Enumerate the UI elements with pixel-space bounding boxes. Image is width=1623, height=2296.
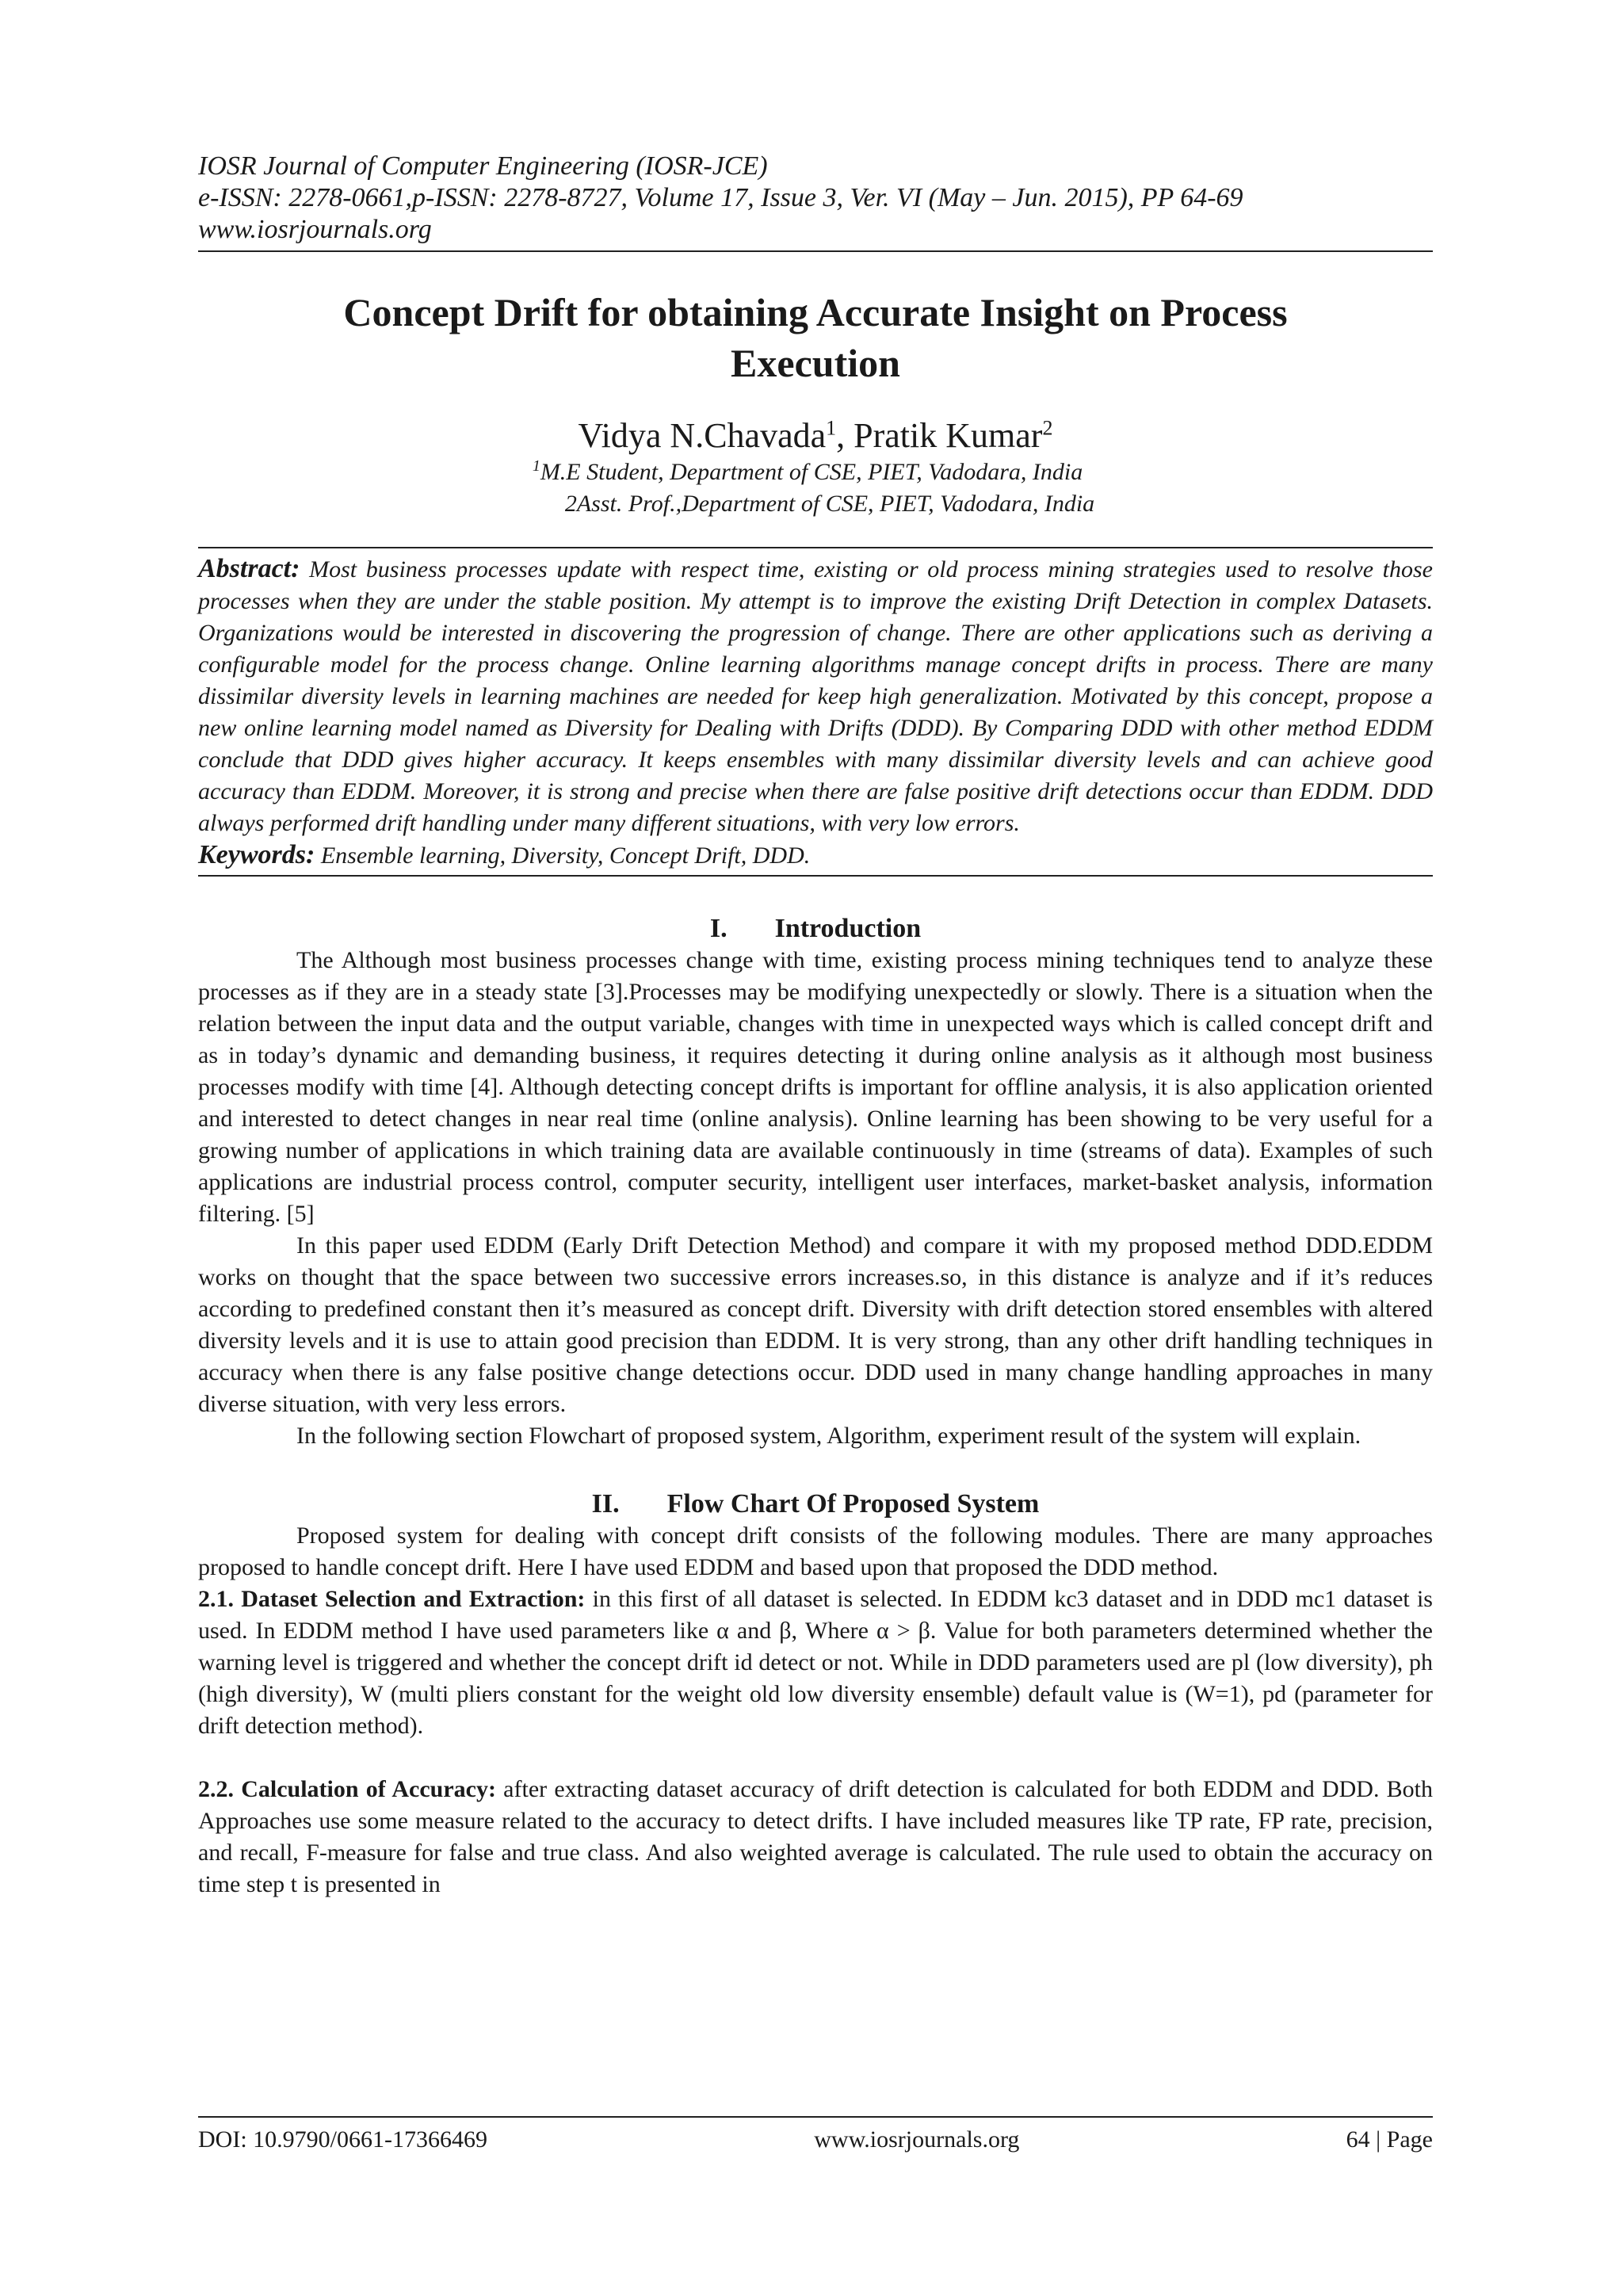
subsection-2-1-label: 2.1. Dataset Selection and Extraction:: [198, 1586, 586, 1612]
page-footer: [198, 2116, 1433, 2154]
page-content: [198, 151, 1433, 1901]
section-heading-introduction: [198, 913, 1433, 945]
author-1-name: Vidya N.Chavada: [578, 416, 827, 455]
author-separator: ,: [836, 416, 854, 455]
section-heading-flow-chart: [198, 1488, 1433, 1520]
section-2-number: II.: [591, 1489, 620, 1519]
subsection-2-1: [198, 1584, 1433, 1742]
author-2-name: Pratik Kumar: [854, 416, 1043, 455]
affiliation-2-text: 2Asst. Prof.,Department of CSE, PIET, Vadodara, India: [564, 491, 1095, 517]
journal-website: www.iosrjournals.org: [198, 215, 432, 244]
footer-website: www.iosrjournals.org: [814, 2126, 1020, 2153]
subsection-2-2-label: 2.2. Calculation of Accuracy:: [198, 1776, 496, 1802]
section-2-title: Flow Chart Of Proposed System: [666, 1489, 1040, 1519]
keywords: [198, 839, 1433, 872]
section-1-title: Introduction: [774, 914, 922, 943]
keywords-text: Ensemble learning, Diversity, Concept Drift, DDD.: [320, 842, 811, 869]
author-list: [198, 415, 1433, 457]
journal-name: IOSR Journal of Computer Engineering (IOSR-JCE): [198, 151, 768, 181]
abstract-box: [198, 547, 1433, 877]
section-1-number: I.: [709, 914, 727, 943]
title-line-2: Execution: [731, 341, 900, 385]
subsection-2-1-text: in this first of all dataset is selected. In EDDM kc3 dataset and in DDD mc1 dataset is used. In EDDM method I have used parameters like α and β, Where α > β. Value for both parameters determined whether the warning level is triggered and whether the concept drift id detect or not. While in DDD parameters used are pl (low diversity), ph (high diversity), W (multi pliers constant for the weight old low diversity ensemble) default value is (W=1), pd (parameter for drift detection method).: [198, 1586, 1433, 1739]
intro-paragraph-2: In this paper used EDDM (Early Drift Detection Method) and compare it with my proposed method DDD.EDDM works on thought that the space between two successive errors increases.so, in this distance is analyze and if it’s reduces according to predefined constant then it’s measured as concept drift. Diversity with drift detection stored ensembles with altered diversity levels and it is use to attain good precision than EDDM. It is very strong, than any other drift handling techniques in accuracy when there is any false positive change detections occur. DDD used in many change handling approaches in many diverse situation, with very less errors.: [198, 1232, 1433, 1417]
abstract-text: Most business processes update with respect time, existing or old process mining strategies used to resolve those processes when they are under the stable position. My attempt is to improve the existing Drift Detection in complex Datasets. Organizations would be interested in discovering the progression of change. There are other applications such as deriving a configurable model for the process change. Online learning algorithms manage concept drifts in process. There are many dissimilar diversity levels in learning machines are needed for keep high generalization. Motivated by this concept, propose a new online learning model named as Diversity for Dealing with Drifts (DDD). By Comparing DDD with other method EDDM conclude that DDD gives higher accuracy. It keeps ensembles with many dissimilar diversity levels and can achieve good accuracy than EDDM. Moreover, it is strong and precise when there are false positive drift detections occur than EDDM. DDD always performed drift handling under many different situations, with very low errors.: [198, 556, 1434, 836]
affiliation-1-sup: 1: [532, 457, 540, 475]
subsection-2-2: [198, 1774, 1433, 1901]
journal-header: [198, 151, 1433, 252]
intro-paragraph-3: In the following section Flowchart of proposed system, Algorithm, experiment result of the system will explain.: [296, 1423, 1361, 1449]
footer-page-number: 64 | Page: [1346, 2126, 1433, 2153]
footer-doi: DOI: 10.9790/0661-17366469: [198, 2126, 487, 2153]
abstract-label: Abstract:: [198, 554, 300, 583]
author-1-sup: 1: [826, 416, 837, 440]
issn-line: e-ISSN: 2278-0661,p-ISSN: 2278-8727, Volume 17, Issue 3, Ver. VI (May – Jun. 2015), PP 64-69: [198, 183, 1243, 212]
affiliation-2: [198, 488, 1433, 520]
flow-paragraph-1: Proposed system for dealing with concept drift consists of the following modules. There are many approaches proposed to handle concept drift. Here I have used EDDM and based upon that proposed the DDD method.: [198, 1522, 1433, 1580]
paper-title: [198, 287, 1433, 388]
keywords-label: Keywords:: [198, 840, 315, 869]
subsection-2-2-text: after extracting dataset accuracy of drift detection is calculated for both EDDM and DDD. Both Approaches use some measure related to the accuracy to detect drifts. I have included measures like TP rate, FP rate, precision, and recall, F-measure for false and true class. And also weighted average is calculated. The rule used to obtain the accuracy on time step t is presented in: [198, 1776, 1434, 1897]
affiliation-1: [198, 457, 1433, 488]
abstract: [198, 553, 1433, 839]
author-2-sup: 2: [1042, 416, 1053, 440]
title-line-1: Concept Drift for obtaining Accurate Insight on Process: [343, 290, 1288, 334]
affiliation-1-text: M.E Student, Department of CSE, PIET, Vadodara, India: [540, 459, 1083, 485]
intro-paragraph-1: The Although most business processes change with time, existing process mining techniques tend to analyze these processes as if they are in a steady state [3].Processes may be modifying unexpectedly or slowly. There is a situation when the relation between the input data and the output variable, changes with time in unexpected ways which is called concept drift and as in today’s dynamic and demanding business, it requires detecting it during online analysis as it although most business processes modify with time [4]. Although detecting concept drifts is important for offline analysis, it is also application oriented and interested to detect changes in near real time (online analysis). Online learning has been showing to be very useful for a growing number of applications in which training data are available continuously in time (streams of data). Examples of such applications are industrial process control, computer security, intelligent user interfaces, market-basket analysis, information filtering. [5]: [198, 947, 1433, 1227]
